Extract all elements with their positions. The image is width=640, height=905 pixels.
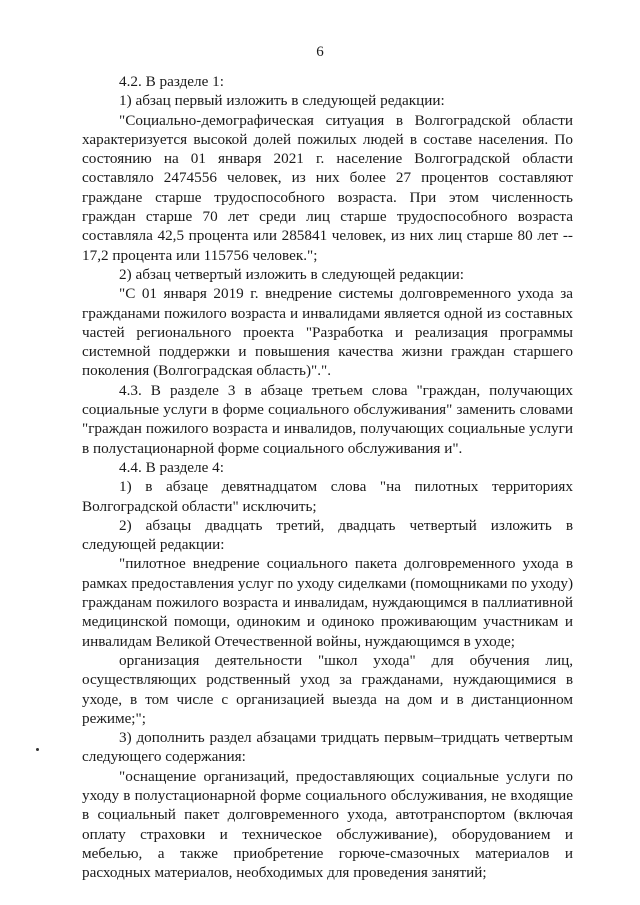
margin-dot xyxy=(36,748,39,751)
section-4-4-heading: 4.4. В разделе 4: xyxy=(119,458,224,476)
paragraph-care-schools: организация деятельности "школ ухода" для обучения лиц, осуществляющих родственный уход за гражданами, нуждающимися в уходе, в том числе с организацией выезда на дом и в дистанционном режиме;"; xyxy=(82,651,573,727)
item-1-exclusion: 1) в абзаце девятнадцатом слова "на пилотных территориях Волгоградской области" исключить; xyxy=(82,478,573,515)
item-3-instruction: 3) дополнить раздел абзацами тридцать первым–тридцать четвертым следующего содержания: xyxy=(82,729,573,766)
page-number: 6 xyxy=(316,44,324,60)
quoted-paragraph-demographics: "Социально-демографическая ситуация в Волгоградской области характеризуется высокой долей пожилых людей в составе населения. По состоянию на 01 января 2021 г. население Волгоградской области составляло 2474556 человек, из них более 27 процентов составляют граждане старше трудоспособного возраста. При этом численность граждан старше 70 лет среди лиц старше трудоспособного возраста составляла 42,5 процента или 285841 человек, из них лиц старше 80 лет -- 17,2 процента или 115756 человек."; xyxy=(82,111,573,264)
item-1-instruction: 1) абзац первый изложить в следующей редакции: xyxy=(119,92,445,110)
quoted-paragraph-long-term-care: "С 01 января 2019 г. внедрение системы долговременного ухода за гражданами пожилого возраста и инвалидами является одной из составных частей регионального проекта "Разработка и реализация программы системной поддержки и повышения качества жизни граждан старшего поколения (Волгоградская область)".". xyxy=(82,285,573,380)
quoted-paragraph-equipment: "оснащение организаций, предоставляющих социальные услуги по уходу в полустационарной форме социального обслуживания, не входящие в социальный пакет долговременного ухода, автотранспортом (включая оплату страховки и техническое обслуживание), оборудованием и мебелью, а также приобретение горюче-смазочных материалов и расходных материалов, необходимых для проведения занятий; xyxy=(82,767,573,882)
section-4-3-paragraph: 4.3. В разделе 3 в абзаце третьем слова "граждан, получающих социальные услуги в форме социального обслуживания" заменить словами "граждан пожилого возраста и инвалидов, получающих социальные услуги в полустационарной форме социального обслуживания и". xyxy=(82,381,573,457)
quoted-paragraph-pilot: "пилотное внедрение социального пакета долговременного ухода в рамках предоставления услуг по уходу сиделками (помощниками по уходу) гражданам пожилого возраста и инвалидам, нуждающимся в паллиативной медицинской помощи, одиноким и одиноко проживающим участникам и инвалидам Великой Отечественной войны, нуждающимся в уходе; xyxy=(82,555,573,650)
section-4-2-heading: 4.2. В разделе 1: xyxy=(119,73,224,90)
document-body xyxy=(82,72,573,882)
item-2-instruction-abzacy: 2) абзацы двадцать третий, двадцать четвертый изложить в следующей редакции: xyxy=(82,516,573,554)
item-2-instruction: 2) абзац четвертый изложить в следующей редакции: xyxy=(119,265,464,283)
